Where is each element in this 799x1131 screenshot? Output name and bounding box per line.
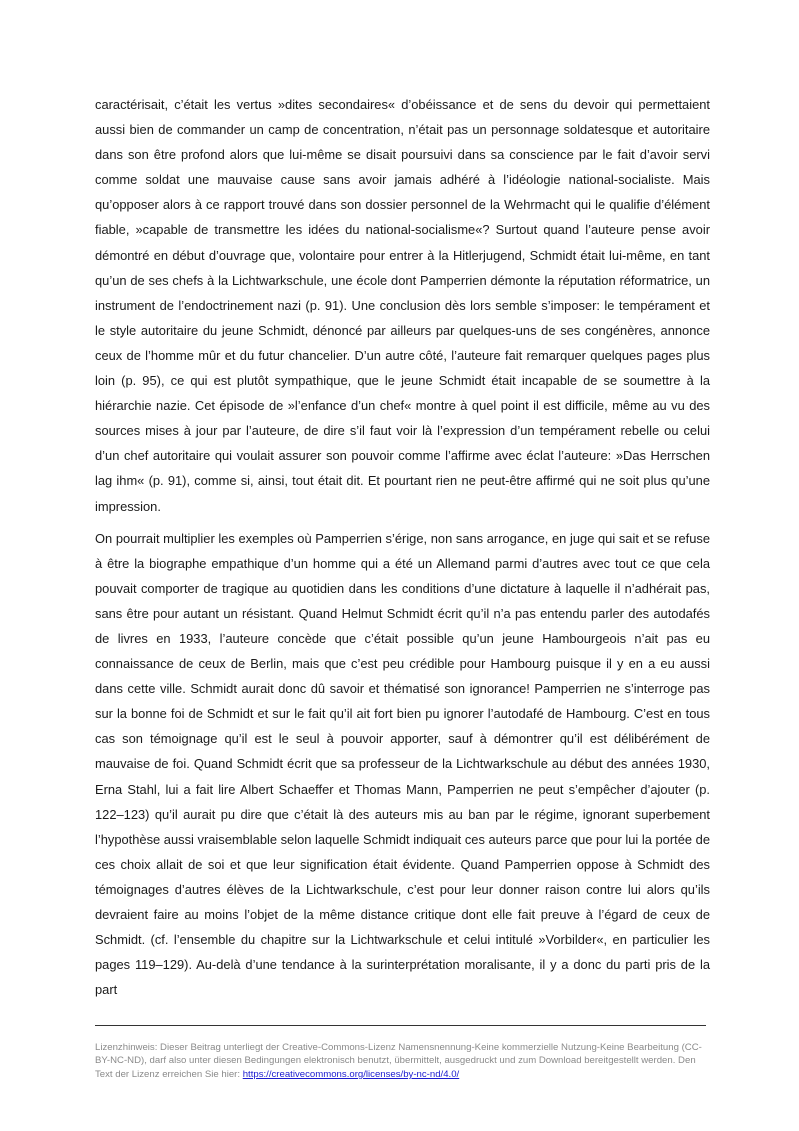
license-notice: Lizenzhinweis: Dieser Beitrag unterliegt der Creative-Commons-Lizenz Namensnennung-Keine kommerzielle Nutzung-Keine Bearbeitung (CC-BY-NC-ND), darf also unter diesen Bedingungen elektronisch benutzt, übermittelt, ausgedruckt und zum Download bereitgestellt werden. Den Text der Lizenz erreichen Sie hier:	[95, 1042, 702, 1080]
paragraph-2: On pourrait multiplier les exemples où Pamperrien s’érige, non sans arrogance, en juge qui sait et se refuse à être la biographe empathique d’un homme qui a été un Allemand parmi d’autres avec tout ce que cela pouvait comporter de tragique au quotidien dans les conditions d’une dictature à laquelle il n’adhérait pas, sans être pour autant un résistant. Quand Helmut Schmidt écrit qu’il n’a pas entendu parler des autodafés de livres en 1933, l’auteure concède que c’était possible qu’un jeune Hambourgeois n’ait pas eu connaissance de ceux de Berlin, mais que c’est peu crédible pour Hambourg puisque il y en a eu aussi dans cette ville. Schmidt aurait donc dû savoir et thématisé son ignorance! Pamperrien ne s’interroge pas sur la bonne foi de Schmidt et sur le fait qu’il ait fort bien pu ignorer l’autodafé de Hambourg. C’est en tous cas son témoignage qu’il est le seul à pouvoir apporter, sauf à démontrer qu’il est délibérément de mauvaise de foi. Quand Schmidt écrit que sa professeur de la Lichtwarkschule au début des années 1930, Erna Stahl, lui a fait lire Albert Schaeffer et Thomas Mann, Pamperrien ne peut s’empêcher d’ajouter (p. 122–123) qu’il aurait pu dire que c’était là des auteurs mis au ban par le régime, ignorant superbement l’hypothèse aussi vraisemblable selon laquelle Schmidt indiquait ces auteurs parce que pour lui la portée de ces choix allait de soi et que leur signification était évidente. Quand Pamperrien oppose à Schmidt des témoignages d’autres élèves de la Lichtwarkschule, c’est pour leur donner raison contre lui alors qu’ils devraient faire au moins l’objet de la même distance critique dont elle fait preuve à l’égard de ceux de Schmidt. (cf. l’ensemble du chapitre sur la Lichtwarkschule et celui intitulé »Vorbilder«, en particulier les pages 119–129). Au-delà d’une tendance à la surinterprétation moralisante, il y a donc du parti pris de la part	[95, 530, 710, 998]
article-body	[95, 92, 710, 1009]
license-footer	[95, 1041, 710, 1081]
paragraph-1: caractérisait, c’était les vertus »dites secondaires« d’obéissance et de sens du devoir qui permettaient aussi bien de commander un camp de concentration, n’était pas un personnage soldatesque et autoritaire dans son être profond alors que lui-même se disait poursuivi dans sa conscience par le fait d’avoir servi comme soldat une mauvaise cause sans avoir jamais adhéré à l’idéologie national-socialiste. Mais qu’opposer alors à ce rapport trouvé dans son dossier personnel de la Wehrmacht qui le qualifie d’élément fiable, »capable de transmettre les idées du national-socialisme«? Surtout quand l’auteure pense avoir démontré en début d’ouvrage que, volontaire pour entrer à la Hitlerjugend, Schmidt était lui-même, en tant qu’un de ses chefs à la Lichtwarkschule, une école dont Pamperrien démonte la réputation réformatrice, un instrument de l’endoctrinement nazi (p. 91). Une conclusion dès lors semble s’imposer: le tempérament et le style autoritaire du jeune Schmidt, dénoncé par ailleurs par quelques-uns de ses congénères, annonce ceux de l’homme mûr et du futur chancelier. D’un autre côté, l’auteure fait remarquer quelques pages plus loin (p. 95), ce qui est plutôt sympathique, que le jeune Schmidt était incapable de se soumettre à la hiérarchie nazie. Cet épisode de »l’enfance d’un chef« montre à quel point il est difficile, même au vu des sources mises à jour par l’auteure, de dire s’il faut voir là l’expression d’un tempérament rebelle ou celui d’un chef autoritaire qui voulait assurer son pouvoir comme l’affirme avec éclat l’auteure: »Das Herrschen lag ihm« (p. 91), comme si, ainsi, tout était dit. Et pourtant rien ne peut-être affirmé qui ne soit plus qu’une impression.	[95, 97, 710, 514]
footer-divider	[95, 1025, 706, 1026]
license-link[interactable]: https://creativecommons.org/licenses/by-nc-nd/4.0/	[242, 1068, 460, 1080]
